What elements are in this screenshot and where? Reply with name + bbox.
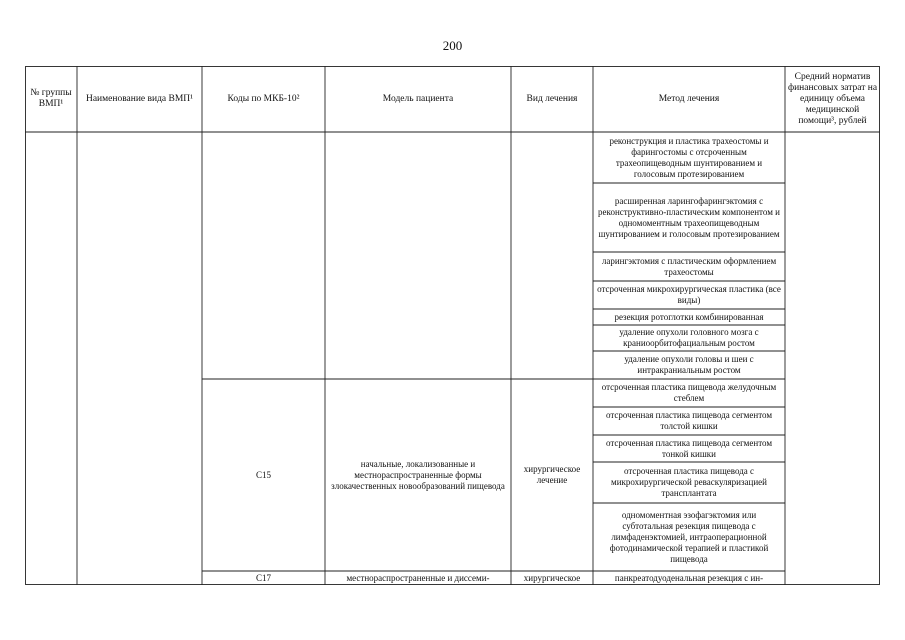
icd-code-c17: C17 xyxy=(255,572,271,583)
method-cell: одномоментная эзофагэктомия или субтотальная резекция пищевода с лимфаденэктомией, интраоперационной фотодинамической терапией и пластикой пищевода xyxy=(609,509,769,564)
patient-model-c17: местнораспространенные и диссеми- xyxy=(346,572,490,583)
header-patient-model: Модель пациента xyxy=(382,93,454,104)
method-cell: отсроченная пластика пищевода сегментом толстой кишки xyxy=(605,410,773,431)
page-number: 200 xyxy=(442,38,463,53)
header-vmp-name: Наименование вида ВМП¹ xyxy=(85,93,194,104)
method-cell: отсроченная пластика пищевода желудочным стеблем xyxy=(601,382,777,403)
method-cell: панкреатодуоденальная резекция с ин- xyxy=(614,572,764,583)
method-cell: удаление опухоли головного мозга с краниоорбитофациальным ростом xyxy=(619,327,759,348)
patient-model-c15: начальные, локализованные и местнораспространенные формы злокачественных новообразований пищевода xyxy=(331,458,505,491)
method-cell: удаление опухоли головы и шеи с интракраниальным ростом xyxy=(624,354,754,375)
method-cell: реконструкция и пластика трахеостомы и фарингостомы с отсроченным трахеопищеводным шунтированием и голосовым протезированием xyxy=(609,136,769,179)
header-average-cost: Средний норматив финансовых затрат на единицу объема медицинской помощи³, рублей xyxy=(787,71,878,126)
method-cell: отсроченная пластика пищевода сегментом тонкой кишки xyxy=(605,437,773,459)
icd-code-c15: C15 xyxy=(255,469,271,480)
header-treatment-method: Метод лечения xyxy=(658,93,720,104)
method-cell: расширенная ларингофарингэктомия с реконструктивно-пластическим компонентом и одномоментным трахеопищеводным шунтированием и голосовым протезированием xyxy=(598,195,780,239)
method-cell: отсроченная микрохирургическая пластика (все виды) xyxy=(597,284,781,305)
header-group-number: № группы ВМП¹ xyxy=(30,88,72,109)
header-icd-codes: Коды по МКБ-10² xyxy=(227,93,300,104)
table xyxy=(25,66,880,586)
method-cell: ларингэктомия с пластическим оформлением трахеостомы xyxy=(601,255,777,277)
header-treatment-type: Вид лечения xyxy=(526,93,578,104)
method-cell: отсроченная пластика пищевода с микрохирургической реваскуляризацией трансплантата xyxy=(611,466,767,498)
treatment-type-c15: хирургическое лечение xyxy=(523,464,581,485)
treatment-type-c17: хирургическое xyxy=(523,572,581,583)
method-cell: резекция ротоглотки комбинированная xyxy=(614,311,764,322)
